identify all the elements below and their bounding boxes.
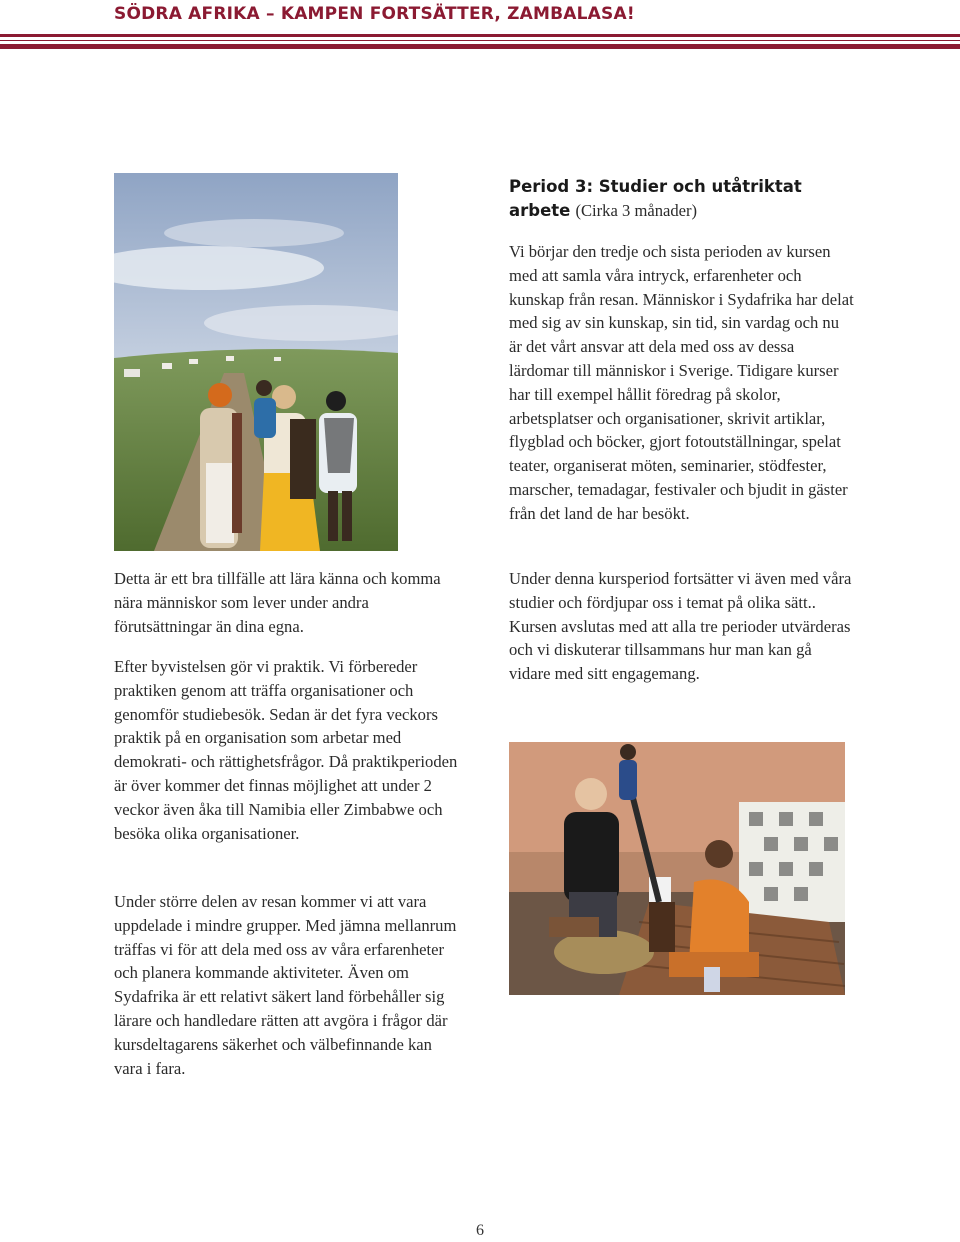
right-paragraph: Vi börjar den tredje och sista perioden av kursen med att samla våra intryck, erfarenheter och kunskap från resan. Människor i Sydafrika har delat med sig av sin kunskap, sin tid, sin vardag och nu är det vårt ansvar att dela med oss av dessa lärdomar till människor i Sverige. Tidigare kurser har till exempel hållit föredrag på skolor, arbetsplatser och organisationer, skrivit artiklar, flygblad och böcker, gjort fotoutställningar, spelat teater, organiserat möten, seminarier, stödfester, marscher, temadagar, festivaler och bjudit in gäster från det land de har besökt. (509, 242, 854, 523)
photo-walking-path (114, 173, 398, 551)
header-rule (0, 44, 960, 49)
left-paragraph: Detta är ett bra tillfälle att lära känna och komma nära människor som lever under andra förutsättningar än dina egna. (114, 569, 441, 636)
running-header-title: SÖDRA AFRIKA – KAMPEN FORTSÄTTER, ZAMBALASA! (114, 4, 635, 24)
section-heading-title: Period 3: Studier och utåtriktat arbete (509, 177, 802, 220)
left-paragraph: Under större delen av resan kommer vi att vara uppdelade i mindre grupper. Med jämna mellanrum träffas vi för att dela med oss av våra erfarenheter och planera kommande aktiviteter. Även om Sydafrika är ett relativt säkert land förbehåller sig lärare och handledare rätten att avgöra i frågor där kursdeltagarens säkerhet och välbefinnande kan vara i fara. (114, 892, 457, 1078)
section-heading-note: (Cirka 3 månader) (575, 201, 698, 220)
page-number: 6 (476, 1222, 484, 1239)
left-paragraph: Efter byvistelsen gör vi praktik. Vi förbereder praktiken genom att träffa organisationer och genomför studiebesök. Sedan är det fyra veckors praktik på en organisation som arbetar med demokrati- och rättighetsfrågor. Då praktikperioden är över kommer det finnas möjlighet att under 2 veckor även åka till Namibia eller Zimbabwe och besöka olika organisationer. (114, 657, 458, 843)
right-paragraph: Under denna kursperiod fortsätter vi även med våra studier och fördjupar oss i temat på olika sätt.. Kursen avslutas med att alla tre perioder utvärderas och vi diskuterar tillsammans hur man kan gå vidare med sitt engagemang. (509, 569, 852, 684)
header-rule (0, 40, 960, 41)
header-rule (0, 34, 960, 37)
section-heading (509, 175, 829, 223)
photo-kitchen-scene (509, 742, 845, 995)
